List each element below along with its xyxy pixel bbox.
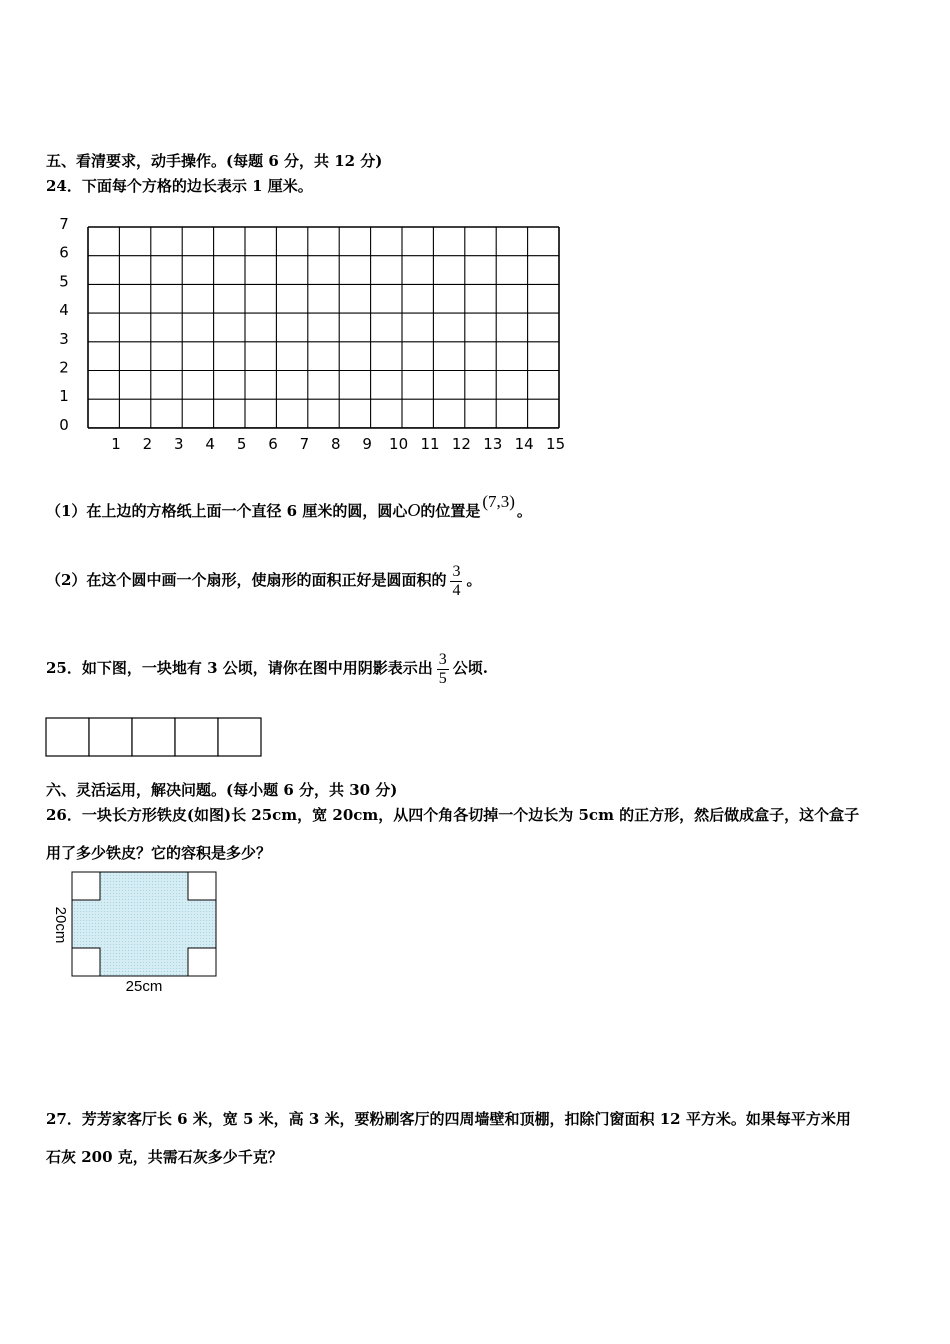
land-strip-cells xyxy=(46,718,261,756)
land-cell xyxy=(218,718,261,756)
q24-center-var: O xyxy=(407,500,421,520)
section6-heading: 六、灵活运用，解决问题。(每小题 6 分，共 30 分) xyxy=(46,781,398,799)
grid-x-label: 8 xyxy=(331,435,341,453)
grid-y-label: 0 xyxy=(59,415,69,434)
q24-fraction-den: 4 xyxy=(452,581,461,599)
q24-part2 xyxy=(46,560,481,600)
q24-fraction-num: 3 xyxy=(452,562,461,580)
q24-part1 xyxy=(46,492,532,521)
coordinate-grid xyxy=(52,210,577,460)
q27-line2: 石灰 200 克，共需石灰多少千克？ xyxy=(46,1148,283,1166)
grid-x-label: 15 xyxy=(546,435,566,453)
iron-sheet-figure xyxy=(46,868,226,998)
q25-stem xyxy=(46,648,488,688)
land-cell xyxy=(89,718,132,756)
grid-x-label: 1 xyxy=(111,435,121,453)
grid-y-label: 1 xyxy=(59,387,69,406)
grid-y-label: 7 xyxy=(59,215,69,233)
grid-x-label: 9 xyxy=(362,435,372,453)
grid-x-label: 7 xyxy=(299,435,310,453)
q24-center-coord: (7,3) xyxy=(482,492,515,511)
q25-fraction xyxy=(437,651,449,688)
q24-part2-suffix: 。 xyxy=(466,571,482,589)
q24-part1-prefix: （1）在上边的方格纸上面一个直径 6 厘米的圆，圆心 xyxy=(46,502,408,520)
land-cell xyxy=(175,718,218,756)
q26-line2: 用了多少铁皮？它的容积是多少？ xyxy=(46,844,272,862)
q25-fraction-num: 3 xyxy=(438,650,447,668)
q24-part1-suffix: 。 xyxy=(516,502,532,520)
land-cell xyxy=(132,718,175,756)
q24-part1-middle: 的位置是 xyxy=(420,502,481,520)
q24-part2-prefix: （2）在这个圆中画一个扇形，使扇形的面积正好是圆面积的 xyxy=(46,571,447,589)
cut-corner-bottom-right xyxy=(188,948,216,976)
q27-line1: 27．芳芳家客厅长 6 米，宽 5 米，高 3 米，要粉刷客厅的四周墙壁和顶棚，扣除门窗面积 12 平方米。如果每平方米用 xyxy=(46,1110,851,1128)
grid-x-label: 6 xyxy=(268,435,278,453)
grid-y-label: 2 xyxy=(59,358,69,377)
grid-x-label: 5 xyxy=(236,435,247,453)
grid-y-label: 6 xyxy=(59,243,69,262)
label-20cm: 20cm xyxy=(52,906,70,944)
label-25cm: 25cm xyxy=(125,978,163,995)
cut-corner-bottom-left xyxy=(72,948,100,976)
cut-corner-top-right xyxy=(188,872,216,900)
grid-y-label: 5 xyxy=(59,272,69,291)
grid-y-label: 4 xyxy=(59,301,69,320)
grid-x-label: 2 xyxy=(142,435,153,453)
q24-fraction xyxy=(450,563,462,600)
grid-x-label: 14 xyxy=(514,435,534,453)
q26-line1: 26．一块长方形铁皮(如图)长 25cm，宽 20cm，从四个角各切掉一个边长为 5cm 的正方形，然后做成盒子，这个盒子 xyxy=(46,806,860,824)
grid-lines xyxy=(88,227,559,428)
q25-suffix: 公顷. xyxy=(452,659,488,677)
grid-x-label: 3 xyxy=(174,435,184,453)
q25-fraction-den: 5 xyxy=(438,669,447,687)
grid-x-label: 12 xyxy=(451,435,471,453)
grid-y-label: 3 xyxy=(59,329,69,348)
q24-stem: 24．下面每个方格的边长表示 1 厘米。 xyxy=(46,177,313,195)
grid-x-label: 13 xyxy=(483,435,503,453)
grid-x-label: 10 xyxy=(389,435,409,453)
grid-y-labels xyxy=(59,215,69,434)
grid-x-label: 11 xyxy=(420,435,440,453)
q25-prefix: 25．如下图，一块地有 3 公顷，请你在图中用阴影表示出 xyxy=(46,659,433,677)
grid-x-label: 4 xyxy=(205,435,215,453)
section5-heading: 五、看清要求，动手操作。(每题 6 分，共 12 分) xyxy=(46,152,383,170)
land-cell xyxy=(46,718,89,756)
grid-x-labels xyxy=(111,435,565,453)
land-strip xyxy=(45,717,265,759)
cut-corner-top-left xyxy=(72,872,100,900)
